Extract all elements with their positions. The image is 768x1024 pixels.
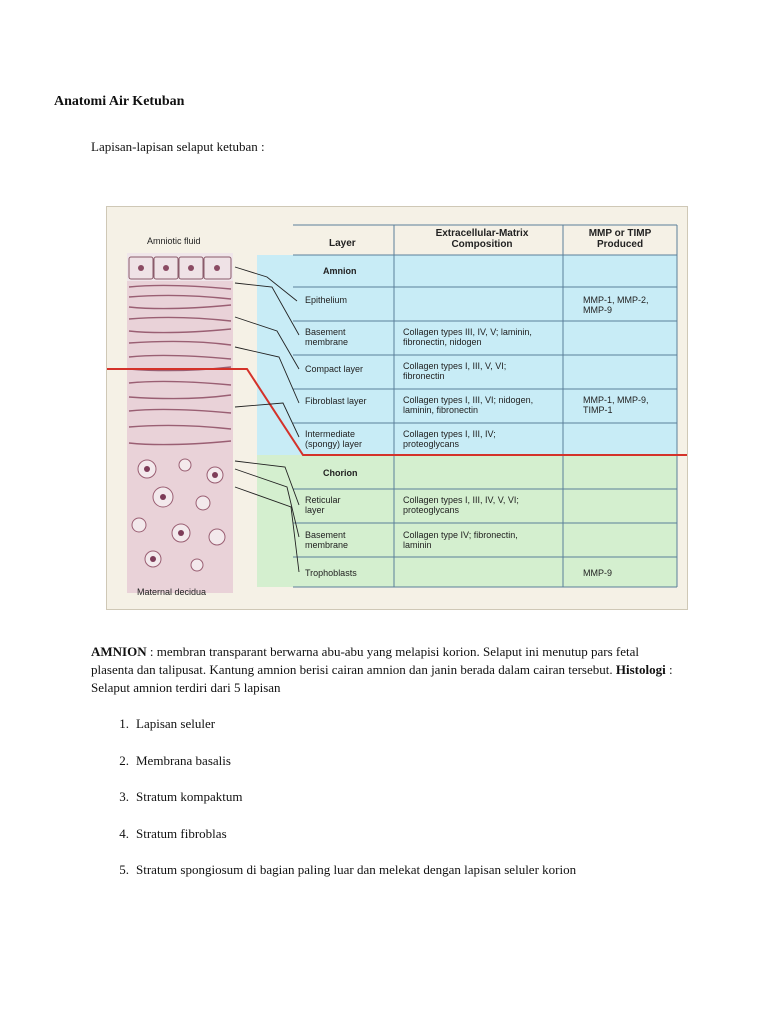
layer-name: Fibroblast layer [305, 396, 367, 406]
header-ecm-line1: Extracellular-Matrix [435, 228, 529, 239]
mmp-value: MMP-1, MMP-2, [583, 295, 649, 305]
list-number: 1. [119, 716, 129, 731]
list-text: Lapisan seluler [136, 716, 216, 731]
list-text: Stratum spongiosum di bagian paling luar dan melekat dengan lapisan seluler korion [136, 862, 577, 877]
layer-name: membrane [305, 540, 349, 550]
list-text: Stratum fibroblas [136, 825, 227, 841]
ecm-value: proteoglycans [403, 439, 460, 449]
paragraph-text: : Selaput amnion terdiri dari 5 lapisan [91, 662, 673, 695]
histologi-term: Histologi [615, 662, 666, 677]
document-title: Anatomi Air Ketuban [54, 94, 185, 109]
maternal-decidua-label: Maternal decidua [137, 587, 207, 597]
amnion-term: AMNION [91, 644, 147, 659]
list-number: 4. [119, 825, 129, 841]
mmp-value: MMP-9 [583, 568, 612, 578]
list-text: Stratum kompaktum [136, 789, 243, 804]
ecm-value: laminin, fibronectin [403, 405, 479, 415]
layer-name: Epithelium [305, 295, 348, 305]
paragraph-text: : membran transparant berwarna abu-abu yang melapisi korion. Selaput ini menutup pars fetal plasenta dan talipusat. Kantung amnion berisi cairan amnion dan janin berada dalam cairan tersebut. [91, 644, 640, 677]
ecm-value: Collagen types III, IV, V; laminin, [403, 327, 532, 337]
ecm-value: proteoglycans [403, 505, 460, 515]
ecm-value: Collagen types I, III, IV, V, VI; [403, 495, 519, 505]
header-mmp-line1: MMP or TIMP [588, 228, 652, 239]
ecm-value: fibronectin [403, 371, 445, 381]
mmp-value: MMP-9 [583, 305, 612, 315]
amniotic-fluid-label: Amniotic fluid [147, 236, 201, 246]
mmp-value: MMP-1, MMP-9, [583, 395, 649, 405]
list-number: 3. [119, 789, 129, 804]
ecm-value: Collagen types I, III, VI; nidogen, [403, 395, 534, 405]
layer-name: Reticular [305, 495, 341, 505]
layer-name: layer [305, 505, 325, 515]
ecm-value: Collagen types I, III, V, VI; [403, 361, 507, 371]
layer-name: Basement [305, 327, 346, 337]
layer-name: Intermediate [305, 429, 356, 439]
ecm-value: fibronectin, nidogen [403, 337, 482, 347]
fetal-membrane-figure [106, 206, 688, 610]
layer-name: membrane [305, 337, 349, 347]
document-subtitle: Lapisan-lapisan selaput ketuban : [91, 139, 265, 154]
ecm-value: laminin [403, 540, 432, 550]
header-ecm-line2: Composition [451, 239, 513, 250]
layer-name: Basement [305, 530, 346, 540]
amnion-section-label: Amnion [323, 266, 357, 276]
layer-name: Compact layer [305, 364, 364, 374]
list-number: 2. [119, 752, 129, 768]
ecm-value: Collagen types I, III, IV; [403, 429, 496, 439]
amnion-paragraph [91, 643, 681, 697]
mmp-value: TIMP-1 [583, 405, 613, 415]
layer-name: Trophoblasts [305, 568, 357, 578]
list-number: 5. [119, 862, 129, 877]
ecm-value: Collagen type IV; fibronectin, [403, 530, 518, 540]
list-text: Membrana basalis [136, 752, 231, 768]
chorion-section-label: Chorion [323, 468, 358, 478]
header-layer: Layer [329, 238, 356, 249]
header-mmp-line2: Produced [596, 239, 644, 250]
layer-name: (spongy) layer [305, 439, 363, 449]
